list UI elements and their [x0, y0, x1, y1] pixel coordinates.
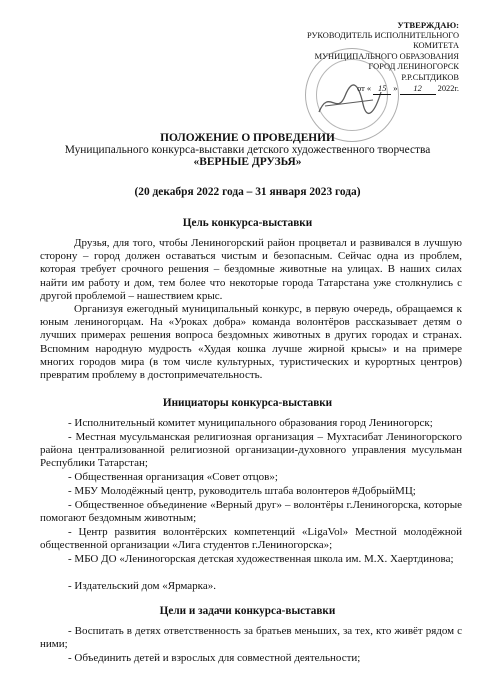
contest-period: (20 декабря 2022 года – 31 января 2023 года) [134, 186, 361, 198]
goal-paragraph: Друзья, для того, чтобы Лениногорский район процветал и развивался в лучшую сторону – город должен оставаться чистым и безопасным. Сейчас одна из проблем, которая требует срочного решения – бездомные животные на улицах. В наших силах найти им работу и дом, тем более что некоторые города Татарстана уже столкнулись с другой проблемой – нашествием крыс. [40, 237, 462, 302]
task-item: - Объединить детей и взрослых для совместной деятельности; [68, 652, 361, 664]
approval-line: ГОРОД ЛЕНИНОГОРСК [368, 62, 459, 72]
initiator-item: - Центр развития волонтёрских компетенций «LigaVol» Местной молодёжной общественной организации «Лига студентов г.Лениногорска»; [40, 526, 462, 552]
section-heading-goal: Цель конкурса-выставки [182, 217, 313, 229]
approval-line: КОМИТЕТА [413, 41, 459, 51]
date-suffix: 2022г. [437, 83, 459, 93]
document-subtitle: Муниципального конкурса-выставки детского художественного творчества [64, 144, 431, 156]
contest-name: «ВЕРНЫЕ ДРУЗЬЯ» [193, 156, 302, 168]
approval-line: РУКОВОДИТЕЛЬ ИСПОЛНИТЕЛЬНОГО [307, 30, 459, 40]
initiator-item: - МБУ Молодёжный центр, руководитель штаба волонтеров #ДобрыйМЦ; [68, 485, 416, 497]
date-mid: » [393, 83, 398, 93]
initiator-item: - Исполнительный комитет муниципального образования город Лениногорск; [68, 417, 433, 429]
date-prefix: от « [357, 83, 372, 93]
initiator-item: - Общественная организация «Совет отцов»; [68, 471, 278, 483]
section-heading-tasks: Цели и задачи конкурса-выставки [159, 605, 336, 617]
approval-line: МУНИЦИПАЛЬНОГО ОБРАЗОВАНИЯ [314, 51, 459, 61]
approval-date [291, 84, 459, 96]
approval-line: Р.Р.СЫТДИКОВ [401, 72, 459, 82]
section-heading-initiators: Инициаторы конкурса-выставки [162, 397, 333, 409]
goal-paragraph: Организуя ежегодный муниципальный конкурс, в первую очередь, обращаемся к юным лениногорцам. На «Уроках добра» команда волонтёров рассказывает детям о лучших примерах решения вопроса бездомных животных в других городах и странах. Вспомним народную мудрость «Худая кошка лучше жирной крысы» и на примере многих городов мира (в том числе культурных, туристических и курортных центров) превратим проблему в достопримечательность. [40, 303, 462, 382]
period-block [0, 186, 495, 198]
approval-block [291, 20, 459, 95]
date-day: 15 [373, 84, 391, 96]
initiator-item: - Издательский дом «Ярмарка». [68, 580, 216, 592]
document-heading: ПОЛОЖЕНИЕ О ПРОВЕДЕНИИ [160, 132, 335, 144]
task-item: - Воспитать в детях ответственность за братьев меньших, за тех, кто живёт рядом с ними; [40, 625, 462, 651]
initiator-item: - Общественное объединение «Верный друг» – волонтёры г.Лениногорска, которые помогают бездомным животным; [40, 499, 462, 525]
approval-title: УТВЕРЖДАЮ: [397, 20, 459, 30]
initiator-item: - МБО ДО «Лениногорская детская художественная школа им. М.Х. Хаертдинова; [68, 553, 454, 565]
date-month: 12 [400, 84, 436, 96]
initiator-item: - Местная мусульманская религиозная организация – Мухтасибат Лениногорского района централизованной религиозной организации-духовного управления мусульман Республики Татарстан; [40, 431, 462, 470]
document-title-block [0, 132, 495, 168]
